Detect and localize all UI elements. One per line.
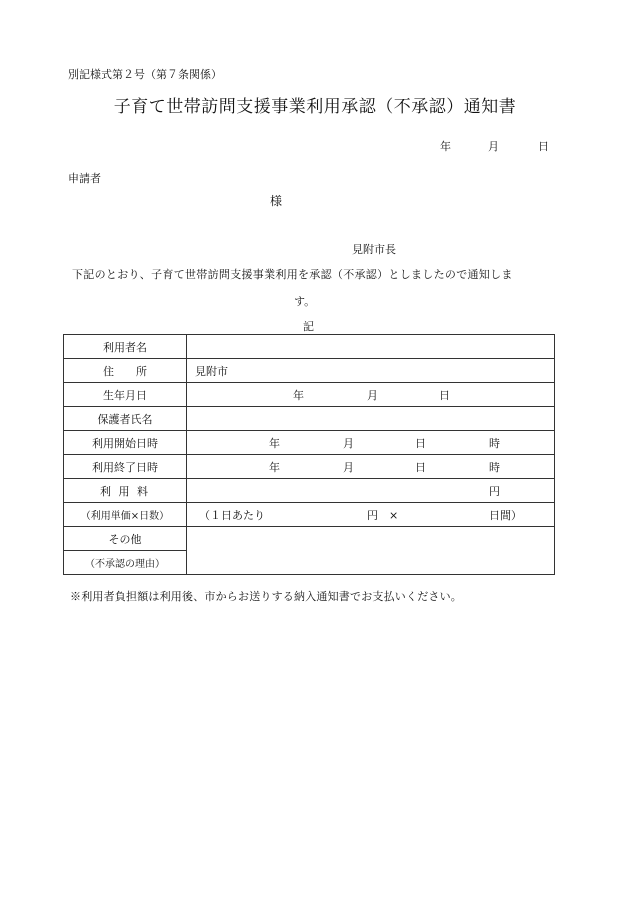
address-value: 見附市 <box>195 364 228 378</box>
fee-calc-days: 日間） <box>489 508 522 522</box>
end-label: 利用終了日時 <box>64 455 187 479</box>
birthdate-day: 日 <box>439 388 450 402</box>
payment-note: ※利用者負担額は利用後、市からお送りする納入通知書でお支払いください。 <box>70 590 462 603</box>
honorific: 様 <box>270 194 283 208</box>
table-row-fee-calc <box>64 503 555 527</box>
address-label: 住 所 <box>64 359 187 383</box>
other-label: その他 <box>64 527 187 551</box>
body-text-line2: す。 <box>294 295 316 308</box>
other-sub-label: （不承認の理由） <box>64 551 187 575</box>
start-hour: 時 <box>489 436 500 450</box>
start-day: 日 <box>415 436 426 450</box>
fee-sub-label: （利用単価×日数） <box>64 503 187 527</box>
table-row-end <box>64 455 555 479</box>
end-hour: 時 <box>489 460 500 474</box>
birthdate-field <box>187 383 555 407</box>
table-row-other <box>64 527 555 551</box>
table-row-birthdate <box>64 383 555 407</box>
address-field <box>187 359 555 383</box>
table-row-guardian <box>64 407 555 431</box>
fee-unit: 円 <box>489 484 500 498</box>
issue-date-day: 日 <box>538 140 549 153</box>
start-year: 年 <box>269 436 280 450</box>
birthdate-label: 生年月日 <box>64 383 187 407</box>
birthdate-year: 年 <box>293 388 304 402</box>
issuer: 見附市長 <box>352 243 396 256</box>
table-row-fee <box>64 479 555 503</box>
user-name-label: 利用者名 <box>64 335 187 359</box>
table-row-address <box>64 359 555 383</box>
end-day: 日 <box>415 460 426 474</box>
table-row-user-name <box>64 335 555 359</box>
user-name-field <box>187 335 555 359</box>
guardian-field <box>187 407 555 431</box>
end-month: 月 <box>343 460 354 474</box>
document-title: 子育て世帯訪問支援事業利用承認（不承認）通知書 <box>113 97 517 117</box>
fee-field <box>187 479 555 503</box>
start-field <box>187 431 555 455</box>
form-number: 別記様式第２号（第７条関係） <box>68 68 222 81</box>
end-year: 年 <box>269 460 280 474</box>
guardian-label: 保護者氏名 <box>64 407 187 431</box>
table-row-start <box>64 431 555 455</box>
other-field <box>187 527 555 575</box>
details-table <box>63 334 555 575</box>
applicant-label: 申請者 <box>68 172 101 185</box>
fee-label: 利 用 料 <box>64 479 187 503</box>
start-month: 月 <box>343 436 354 450</box>
start-label: 利用開始日時 <box>64 431 187 455</box>
issue-date-month: 月 <box>488 140 499 153</box>
ki-heading: 記 <box>303 320 314 333</box>
fee-calc-yen: 円 × <box>367 508 399 522</box>
fee-calc-prefix: （１日あたり <box>199 508 265 522</box>
birthdate-month: 月 <box>367 388 378 402</box>
end-field <box>187 455 555 479</box>
fee-calc-field <box>187 503 555 527</box>
issue-date-year: 年 <box>440 140 451 153</box>
body-text-line1: 下記のとおり、子育て世帯訪問支援事業利用を承認（不承認）としましたので通知しま <box>72 268 513 281</box>
